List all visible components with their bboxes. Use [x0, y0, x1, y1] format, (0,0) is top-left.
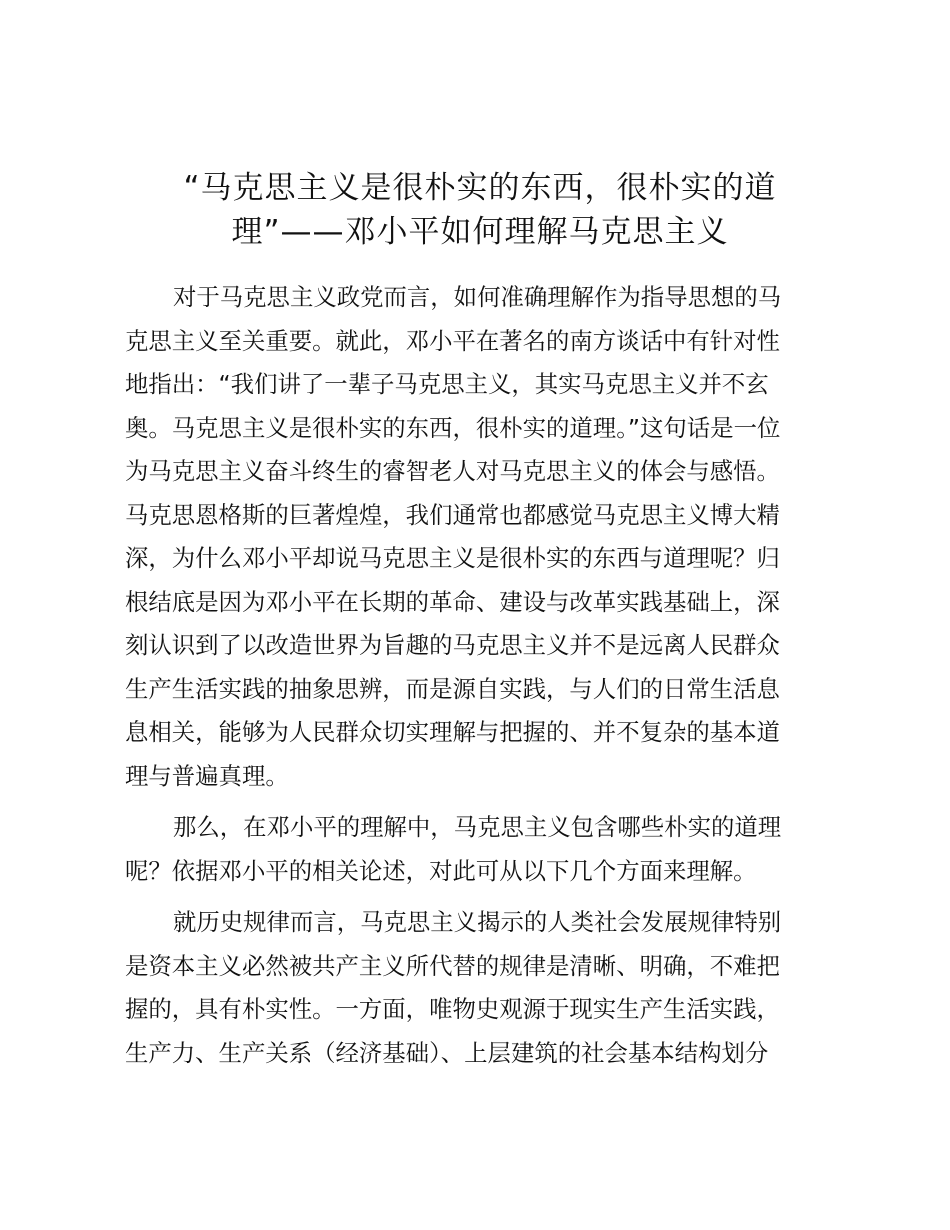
paragraph-1	[125, 276, 845, 798]
paragraph-3	[125, 901, 845, 1075]
text-line: 生产生活实践的抽象思辨，而是源自实践，与人们的日常生活息	[125, 674, 780, 703]
text-line: 理与普遍真理。	[125, 761, 289, 790]
text-line: 克思主义至关重要。就此，邓小平在著名的南方谈话中有针对性	[125, 326, 780, 355]
text-line: 息相关，能够为人民群众切实理解与把握的、并不复杂的基本道	[125, 718, 780, 746]
text-line: 奥。马克思主义是很朴实的东西，很朴实的道理。”这句话是一位	[125, 413, 781, 442]
text-line: 根结底是因为邓小平在长期的革命、建设与改革实践基础上，深	[125, 587, 780, 616]
text-line: 是资本主义必然被共产主义所代替的规律是清晰、明确，不难把	[125, 951, 780, 980]
text-line: 对于马克思主义政党而言，如何准确理解作为指导思想的马	[173, 283, 782, 311]
article-title	[125, 166, 835, 254]
title-line: “马克思主义是很朴实的东西，很朴实的道	[183, 170, 777, 206]
text-line: 生产力、生产关系（经济基础）、上层建筑的社会基本结构划分	[125, 1038, 769, 1067]
text-line: 马克思恩格斯的巨著煌煌，我们通常也都感觉马克思主义博大精	[125, 500, 780, 529]
text-line: 深，为什么邓小平却说马克思主义是很朴实的东西与道理呢？归	[125, 544, 780, 572]
text-line: 握的，具有朴实性。一方面，唯物史观源于现实生产生活实践，	[125, 995, 780, 1023]
title-line: 理”——邓小平如何理解马克思主义	[231, 214, 729, 250]
text-line: 呢？依据邓小平的相关论述，对此可从以下几个方面来理解。	[125, 856, 757, 885]
text-line: 为马克思主义奋斗终生的睿智老人对马克思主义的体会与感悟。	[125, 457, 780, 485]
text-line: 那么，在邓小平的理解中，马克思主义包含哪些朴实的道理	[173, 813, 782, 841]
text-line: 刻认识到了以改造世界为旨趣的马克思主义并不是远离人民群众	[125, 631, 780, 659]
paragraph-2	[125, 806, 845, 893]
text-line: 地指出：“我们讲了一辈子马克思主义，其实马克思主义并不玄	[125, 370, 769, 398]
text-line: 就历史规律而言，马克思主义揭示的人类社会发展规律特别	[173, 908, 782, 936]
